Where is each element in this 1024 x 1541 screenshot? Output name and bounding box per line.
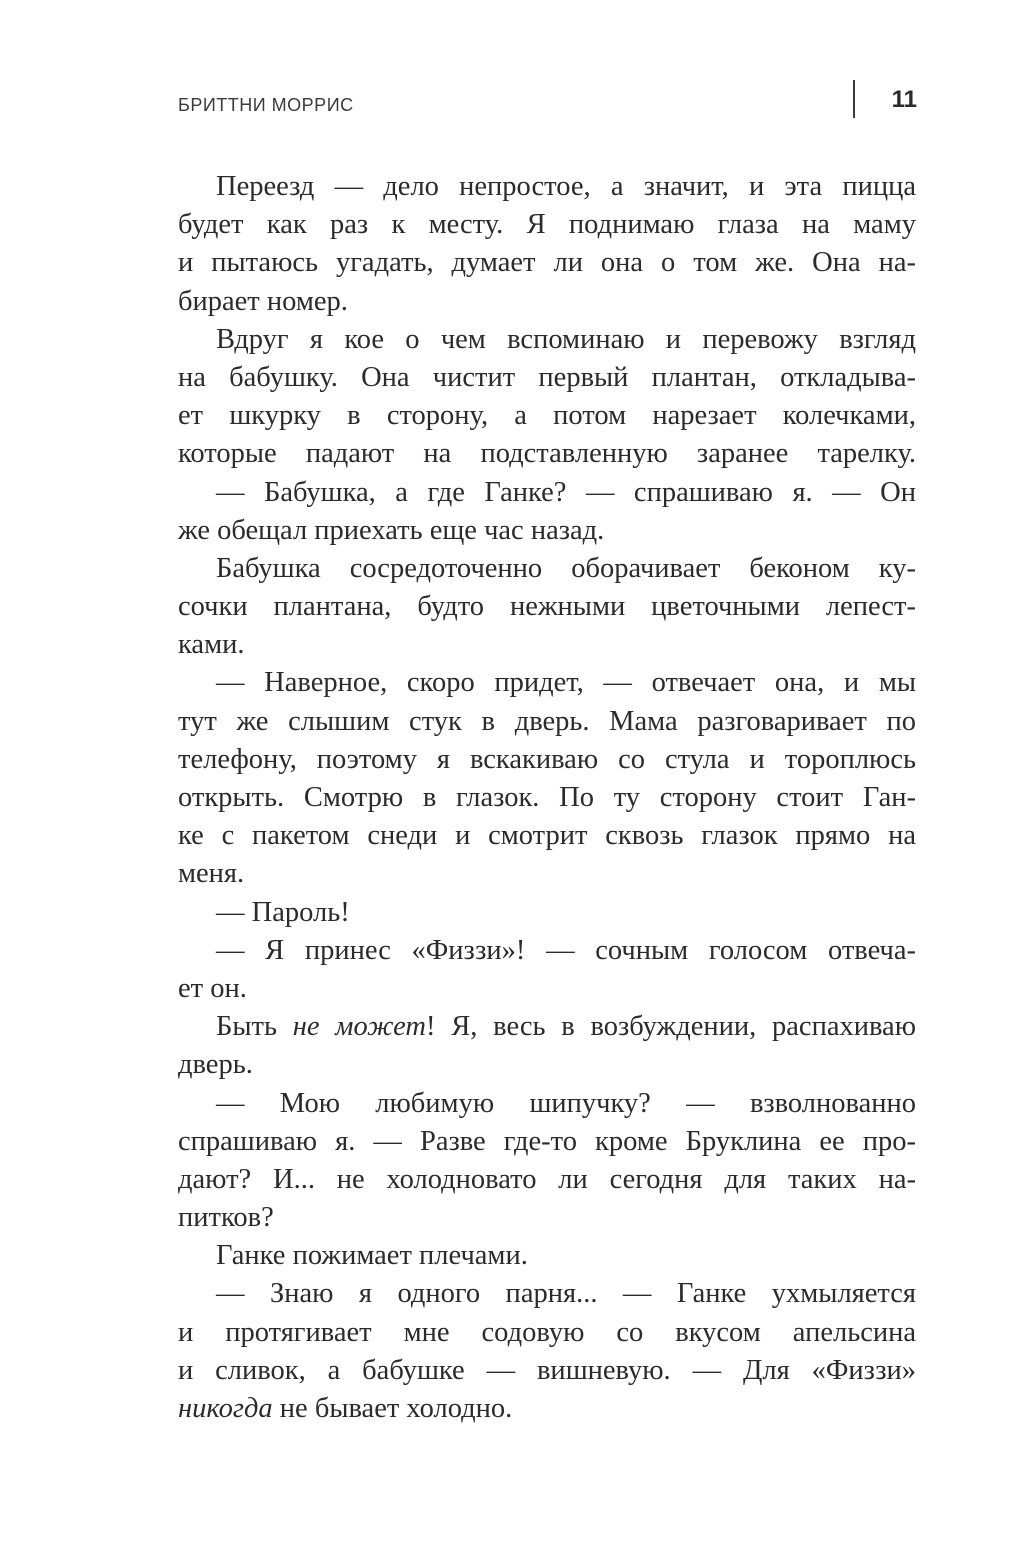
text-line: ет шкурку в сторону, а потом нарезает колечками, bbox=[178, 400, 916, 432]
text-line: питков? bbox=[178, 1202, 274, 1234]
text-span: не бывает холодно. bbox=[272, 1393, 513, 1424]
text-line: — Пароль! bbox=[216, 896, 350, 928]
text-line: — Я принес «Физзи»! — сочным голосом отвеча- bbox=[216, 934, 916, 966]
header-divider bbox=[853, 80, 855, 118]
text-line: Бабушка сосредоточенно оборачивает беконом ку- bbox=[216, 552, 916, 584]
text-line: сочки плантана, будто нежными цветочными лепест- bbox=[178, 591, 916, 623]
text-line: дают? И... не холодновато ли сегодня для таких на- bbox=[178, 1163, 916, 1195]
body-text bbox=[178, 168, 916, 1428]
text-line: тут же слышим стук в дверь. Мама разговаривает по bbox=[178, 705, 916, 737]
text-line bbox=[178, 1390, 916, 1428]
text-line: на бабушку. Она чистит первый плантан, откладыва- bbox=[178, 361, 916, 393]
text-line: меня. bbox=[178, 858, 245, 890]
italic-text: не может bbox=[292, 1011, 427, 1043]
text-span: Быть bbox=[216, 1011, 293, 1043]
text-line: ет он. bbox=[178, 972, 247, 1004]
text-line: ке с пакетом снеди и смотрит сквозь глазок прямо на bbox=[178, 820, 916, 852]
text-line: же обещал приехать еще час назад. bbox=[178, 514, 605, 546]
text-line: — Бабушка, а где Ганке? — спрашиваю я. — Он bbox=[216, 476, 916, 508]
running-header-author: БРИТТНИ МОРРИС bbox=[178, 95, 354, 115]
text-line: Ганке пожимает плечами. bbox=[216, 1240, 528, 1272]
text-line bbox=[178, 1008, 916, 1046]
text-line: спрашиваю я. — Разве где-то кроме Бруклина ее про- bbox=[178, 1125, 916, 1157]
page-number: 11 bbox=[891, 86, 917, 113]
text-line: Переезд — дело непростое, а значит, и эта пицца bbox=[216, 171, 916, 202]
text-span: ! Я, весь в возбуждении, распахиваю bbox=[426, 1011, 916, 1043]
text-line: открыть. Смотрю в глазок. По ту сторону стоит Ган- bbox=[178, 782, 916, 813]
text-line: — Наверное, скоро придет, — отвечает она, и мы bbox=[216, 667, 916, 699]
text-line: — Знаю я одного парня... — Ганке ухмыляется bbox=[216, 1278, 916, 1310]
text-line: ками. bbox=[178, 629, 245, 661]
text-line: и пытаюсь угадать, думает ли она о том же. Она на- bbox=[178, 247, 916, 279]
italic-text: никогда bbox=[178, 1393, 273, 1424]
text-line: будет как раз к месту. Я поднимаю глаза на маму bbox=[178, 209, 916, 241]
text-line: — Мою любимую шипучку? — взволнованно bbox=[216, 1087, 916, 1119]
text-line: дверь. bbox=[178, 1049, 253, 1081]
text-line: и протягивает мне содовую со вкусом апельсина bbox=[178, 1316, 916, 1348]
text-line: которые падают на подставленную заранее тарелку. bbox=[178, 438, 916, 470]
text-line: бирает номер. bbox=[178, 285, 348, 317]
text-line: Вдруг я кое о чем вспоминаю и перевожу взгляд bbox=[216, 323, 916, 355]
text-line: телефону, поэтому я вскакиваю со стула и тороплюсь bbox=[178, 743, 916, 775]
text-line: и сливок, а бабушке — вишневую. — Для «Физзи» bbox=[178, 1354, 916, 1386]
